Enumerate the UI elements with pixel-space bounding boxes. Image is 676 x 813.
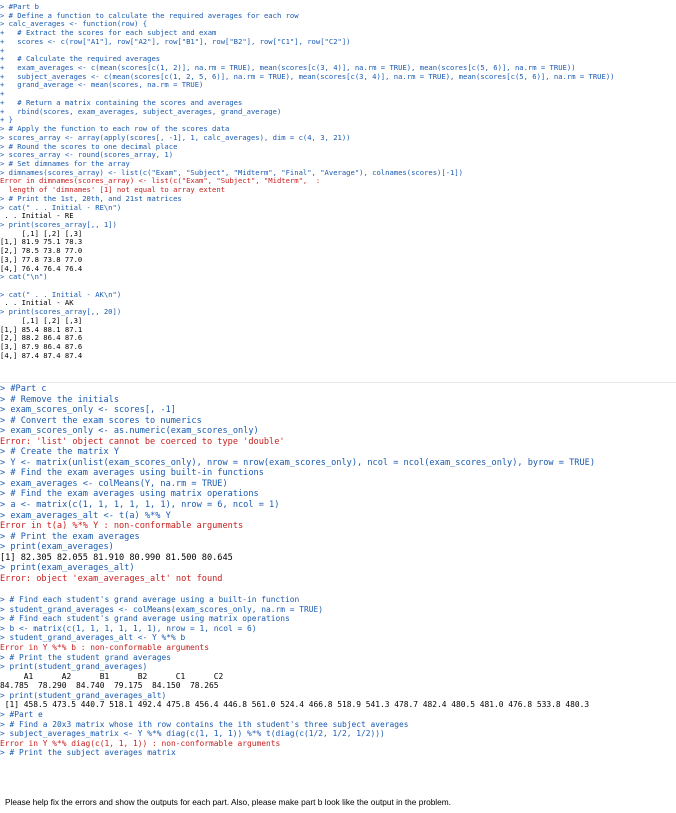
console-line-input: > exam_scores_only <- as.numeric(exam_scores_only) (0, 426, 259, 437)
console-line-error: Error: object 'exam_averages_alt' not found (0, 573, 223, 584)
console-line-input: > calc_averages <- function(row) { (0, 19, 148, 29)
console-line-input: > #Part b (0, 3, 39, 11)
console-line-input: > # Print the 1st, 20th, and 21st matrices (0, 193, 182, 203)
console-line-output: [1,] 81.9 75.1 78.3 (0, 237, 83, 247)
console-line-input: > # Define a function to calculate the required averages for each row (0, 10, 299, 20)
console-line-input: > Y <- matrix(unlist(exam_scores_only), nrow = nrow(exam_scores_only), ncol = ncol(exam_scores_only), byrow = TRUE) (0, 457, 595, 468)
console-line-output (0, 584, 676, 595)
console-line-input: > #Part c (0, 384, 47, 394)
console-line-error: length of 'dimnames' [1] not equal to array extent (0, 185, 226, 195)
console-line-input: + } (0, 115, 13, 125)
console-line-input: > # Round the scores to one decimal place (0, 141, 178, 151)
console-line-input: > # Apply the function to each row of the scores data (0, 124, 230, 134)
console-line-input: > # Create the matrix Y (0, 447, 119, 458)
console-line-input: > print(exam_averages) (0, 542, 114, 553)
console-line-input: > # Print the subject averages matrix (0, 748, 176, 758)
console-line-output: [3,] 77.8 73.8 77.0 (0, 254, 83, 264)
console-line-output: [2,] 88.2 86.4 87.6 (0, 333, 83, 343)
console-line-output: [1] 458.5 473.5 440.7 518.1 492.4 475.8 456.4 446.8 561.0 524.4 466.8 518.9 541.3 478.7 482.4 480.5 481.0 476.8 533.8 480.3 (0, 700, 590, 710)
console-line-input: + rbind(scores, exam_averages, subject_averages, grand_average) (0, 106, 282, 116)
console-line-output: [1] 82.305 82.055 81.910 80.990 81.500 80.645 (0, 552, 233, 563)
console-line-input: + (0, 89, 5, 99)
screenshot-divider (0, 382, 676, 383)
console-line-error: Error in t(a) %*% Y : non-conformable arguments (0, 521, 244, 532)
console-line-input: + scores <- c(row["A1"], row["A2"], row["B1"], row["B2"], row["C1"], row["C2"]) (0, 36, 351, 46)
console-line-input: + subject_averages <- c(mean(scores[c(1, 2, 5, 6)], na.rm = TRUE), mean(scores[c(3, 4)], na.rm = TRUE), mean(scores[c(5, 6)], na.rm = TRUE)) (0, 71, 615, 81)
console-line-error: Error: 'list' object cannot be coerced to type 'double' (0, 436, 285, 447)
console-line-input: > # Print the exam averages (0, 531, 140, 542)
console-line-input: > subject_averages_matrix <- Y %*% diag(c(1, 1, 1)) %*% t(diag(c(1/2, 1/2, 1/2))) (0, 729, 385, 739)
console-line-input: > print(student_grand_averages) (0, 662, 148, 672)
console-line-input: > # Remove the initials (0, 394, 119, 405)
console-line-input: > cat(" . . Initial - RE\n") (0, 202, 122, 212)
console-line-input: > exam_averages_alt <- t(a) %*% Y (0, 510, 171, 521)
console-line-input: > # Print the student grand averages (0, 652, 172, 662)
console-line-output: [3,] 87.9 86.4 87.6 (0, 342, 83, 352)
console-line-input: > exam_scores_only <- scores[, -1] (0, 405, 176, 416)
console-line-input: > scores_array <- round(scores_array, 1) (0, 150, 174, 160)
console-line-output: [1,] 85.4 88.1 87.1 (0, 324, 83, 334)
console-line-input: > student_grand_averages_alt <- Y %*% b (0, 633, 186, 643)
console-line-input: > # Set dimnames for the array (0, 158, 130, 168)
console-line-output: . . Initial - RE (0, 211, 74, 221)
console-line-input: + # Calculate the required averages (0, 54, 161, 64)
console-part-b (0, 3, 676, 381)
console-line-input: > a <- matrix(c(1, 1, 1, 1, 1, 1), nrow = 6, ncol = 1) (0, 500, 280, 511)
console-line-input: + (0, 45, 5, 55)
console-line-input: > # Find each student's grand average using a built-in function (0, 594, 300, 604)
console-line-output: [,1] [,2] [,3] (0, 315, 83, 325)
console-line-input: + exam_averages <- c(mean(scores[c(1, 2)], na.rm = TRUE), mean(scores[c(3, 4)], na.rm = TRUE), mean(scores[c(5, 6)], na.rm = TRUE)) (0, 63, 576, 73)
part-c2-lines (0, 595, 676, 758)
console-line-input: > print(exam_averages_alt) (0, 563, 135, 574)
console-line-input: > # Find a 20x3 matrix whose ith row contains the ith student's three subject averages (0, 719, 409, 729)
console-line-input: > # Find the exam averages using built-in functions (0, 468, 264, 479)
console-line-output: 84.785 78.290 84.740 79.175 84.150 78.265 (0, 681, 219, 691)
console-line-input: > # Find each student's grand average using matrix operations (0, 614, 290, 624)
question-text: Please help fix the errors and show the outputs for each part. Also, please make part b look like the output in the problem. (5, 797, 451, 807)
console-line-input: > # Find the exam averages using matrix operations (0, 489, 259, 500)
console-part-c (0, 384, 676, 792)
console-line-output: [2,] 78.5 73.8 77.0 (0, 246, 83, 256)
console-line-input: > # Convert the exam scores to numerics (0, 415, 202, 426)
console-line-error: Error in Y %*% b : non-conformable arguments (0, 642, 210, 652)
console-line-output: [4,] 87.4 87.4 87.4 (0, 350, 83, 360)
console-line-input: > cat(" . . Initial - AK\n") (0, 289, 122, 299)
console-line-error: Error in dimnames(scores_array) <- list(c("Exam", "Subject", "Midterm", : (0, 176, 321, 186)
console-line-output: . . Initial - AK (0, 298, 74, 308)
console-line-error: Error in Y %*% diag(c(1, 1, 1)) : non-conformable arguments (0, 738, 281, 748)
console-line-input: > b <- matrix(c(1, 1, 1, 1, 1, 1), nrow = 1, ncol = 6) (0, 623, 257, 633)
console-line-output: [,1] [,2] [,3] (0, 228, 83, 238)
console-line-input: > cat("\n") (0, 272, 48, 282)
console-line-input: > print(student_grand_averages_alt) (0, 690, 167, 700)
console-line-input: > exam_averages <- colMeans(Y, na.rm = TRUE) (0, 478, 228, 489)
console-line-input: > dimnames(scores_array) <- list(c("Exam", "Subject", "Midterm", "Final", "Average"), colnames(scores)[-1]) (0, 167, 464, 177)
part-c-lines (0, 384, 676, 595)
console-line-input: + grand_average <- mean(scores, na.rm = TRUE) (0, 80, 204, 90)
console-line-input: > print(scores_array[,, 1]) (0, 219, 117, 229)
console-line-input: > print(scores_array[,, 20]) (0, 307, 122, 317)
console-line-input: + # Extract the scores for each subject and exam (0, 28, 217, 38)
console-line-input: + # Return a matrix containing the scores and averages (0, 97, 243, 107)
console-line-output: A1 A2 B1 B2 C1 C2 (0, 671, 224, 681)
console-line-input: > scores_array <- array(apply(scores[, -1], 1, calc_averages), dim = c(4, 3, 21)) (0, 132, 351, 142)
console-line-output: [4,] 76.4 76.4 76.4 (0, 263, 83, 273)
console-line-input: > student_grand_averages <- colMeans(exam_scores_only, na.rm = TRUE) (0, 604, 324, 614)
console-line-input: > #Part e (0, 710, 43, 720)
